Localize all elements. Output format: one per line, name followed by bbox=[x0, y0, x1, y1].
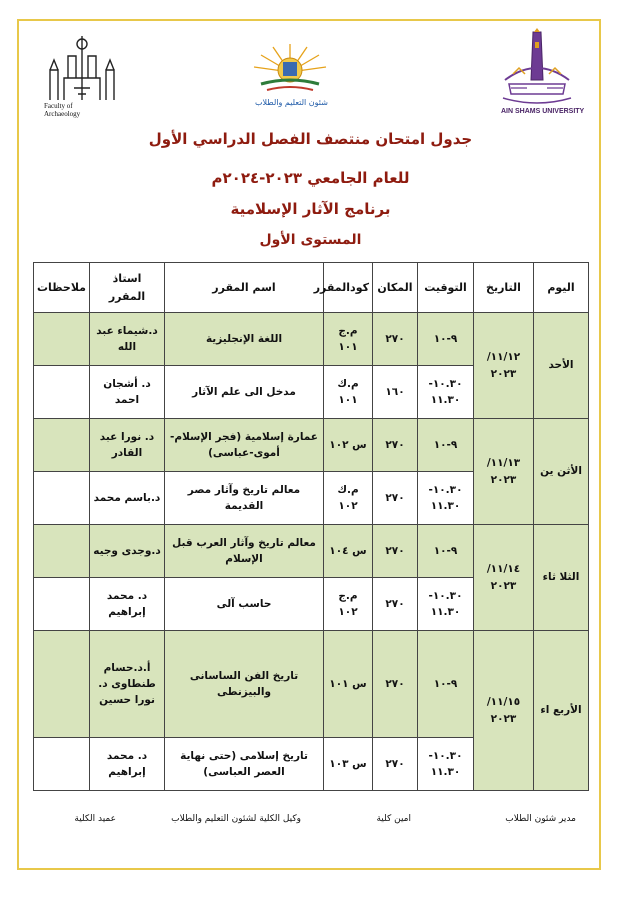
notes-cell bbox=[34, 525, 90, 578]
header-instructor: استاذ المقرر bbox=[90, 263, 165, 313]
course-code-cell: س ١٠٢ bbox=[324, 419, 373, 472]
faculty-of-archaeology-logo bbox=[42, 30, 122, 120]
notes-cell bbox=[34, 578, 90, 631]
instructor-cell: د. أشجان احمد bbox=[90, 366, 165, 419]
course-name-cell: معالم تاريخ وآثار العرب قبل الإسلام bbox=[165, 525, 324, 578]
signature-dean: عميد الكلية bbox=[74, 814, 116, 824]
course-code-cell: س ١٠١ bbox=[324, 631, 373, 738]
course-code-cell: م.ج ١٠١ bbox=[324, 313, 373, 366]
time-cell: ٩-١٠ bbox=[418, 419, 474, 472]
instructor-cell: د. محمد إبراهيم bbox=[90, 738, 165, 791]
time-cell: ١٠.٣٠- ١١.٣٠ bbox=[418, 738, 474, 791]
logo-caption-faculty: Faculty of bbox=[44, 102, 73, 110]
notes-cell bbox=[34, 472, 90, 525]
time-cell: ١٠.٣٠- ١١.٣٠ bbox=[418, 472, 474, 525]
table-header-row bbox=[34, 263, 589, 313]
course-name-cell: تاريخ الفن الساسانى والبيزنطى bbox=[165, 631, 324, 738]
instructor-cell: د.شيماء عبد الله bbox=[90, 313, 165, 366]
date-cell: ١١/١٢/ ٢٠٢٣ bbox=[474, 313, 534, 419]
day-cell: الأربع اء bbox=[534, 631, 589, 791]
course-code-cell: س ١٠٤ bbox=[324, 525, 373, 578]
course-code-cell: س ١٠٣ bbox=[324, 738, 373, 791]
date-cell: ١١/١٥/ ٢٠٢٣ bbox=[474, 631, 534, 791]
notes-cell bbox=[34, 419, 90, 472]
ain-shams-university-logo bbox=[497, 28, 585, 120]
place-cell: ٢٧٠ bbox=[373, 313, 418, 366]
time-cell: ٩-١٠ bbox=[418, 313, 474, 366]
course-name-cell: حاسب آلى bbox=[165, 578, 324, 631]
date-cell: ١١/١٣/ ٢٠٢٣ bbox=[474, 419, 534, 525]
instructor-cell: د. نورا عبد القادر bbox=[90, 419, 165, 472]
place-cell: ٢٧٠ bbox=[373, 525, 418, 578]
place-cell: ٢٧٠ bbox=[373, 419, 418, 472]
table-row bbox=[34, 631, 589, 738]
time-cell: ١٠.٣٠- ١١.٣٠ bbox=[418, 578, 474, 631]
place-cell: ٢٧٠ bbox=[373, 738, 418, 791]
time-cell: ١٠.٣٠- ١١.٣٠ bbox=[418, 366, 474, 419]
place-cell: ٢٧٠ bbox=[373, 472, 418, 525]
day-cell: الأثن ين bbox=[534, 419, 589, 525]
header-course-name: اسم المقرر bbox=[165, 263, 324, 313]
notes-cell bbox=[34, 631, 90, 738]
instructor-cell: أ.د.حسام طنطاوى د. نورا حسين bbox=[90, 631, 165, 738]
course-code-cell: م.ج ١٠٢ bbox=[324, 578, 373, 631]
time-cell: ٩-١٠ bbox=[418, 525, 474, 578]
header-time: التوقيت bbox=[418, 263, 474, 313]
course-name-cell: تاريخ إسلامى (حتى نهاية العصر العباسى) bbox=[165, 738, 324, 791]
table-row bbox=[34, 525, 589, 578]
instructor-cell: د. محمد إبراهيم bbox=[90, 578, 165, 631]
notes-cell bbox=[34, 313, 90, 366]
level-name: المستوى الأول bbox=[259, 232, 362, 248]
date-cell: ١١/١٤/ ٢٠٢٣ bbox=[474, 525, 534, 631]
signature-faculty-secretary: امين كلية bbox=[376, 814, 411, 824]
course-name-cell: معالم تاريخ وآثار مصر القديمة bbox=[165, 472, 324, 525]
header-day: اليوم bbox=[534, 263, 589, 313]
notes-cell bbox=[34, 738, 90, 791]
table-row bbox=[34, 313, 589, 366]
logo-caption-archaeology: Archaeology bbox=[44, 110, 81, 118]
table-row bbox=[34, 419, 589, 472]
header-notes: ملاحظات bbox=[34, 263, 90, 313]
day-cell: الثلا ثاء bbox=[534, 525, 589, 631]
logo-caption-ain-shams: AIN SHAMS UNIVERSITY bbox=[501, 108, 585, 115]
student-affairs-logo bbox=[243, 40, 338, 110]
course-code-cell: م.ك ١٠٢ bbox=[324, 472, 373, 525]
day-cell: الأحد bbox=[534, 313, 589, 419]
exam-schedule-table bbox=[33, 262, 589, 791]
notes-cell bbox=[34, 366, 90, 419]
signature-vice-dean: وكيل الكلية لشئون التعليم والطلاب bbox=[171, 814, 301, 824]
place-cell: ٢٧٠ bbox=[373, 578, 418, 631]
course-code-cell: م.ك ١٠١ bbox=[324, 366, 373, 419]
exam-title: جدول امتحان منتصف الفصل الدراسي الأول bbox=[148, 130, 473, 148]
academic-year: للعام الجامعي ٢٠٢٣-٢٠٢٤م bbox=[211, 169, 410, 187]
course-name-cell: مدخل الى علم الآثار bbox=[165, 366, 324, 419]
instructor-cell: د.وجدى وجيه bbox=[90, 525, 165, 578]
header-date: التاريخ bbox=[474, 263, 534, 313]
program-name: برنامج الآثار الإسلامية bbox=[230, 200, 391, 218]
signature-student-affairs-director: مدير شئون الطلاب bbox=[505, 814, 576, 824]
place-cell: ٢٧٠ bbox=[373, 631, 418, 738]
header-course-code: كودالمقرر bbox=[324, 263, 373, 313]
logo-caption-student-affairs: شئون التعليم والطلاب bbox=[255, 98, 328, 107]
header-place: المكان bbox=[373, 263, 418, 313]
course-name-cell: عمارة إسلامية (فجر الإسلام-أموى-عباسى) bbox=[165, 419, 324, 472]
place-cell: ١٦٠ bbox=[373, 366, 418, 419]
time-cell: ٩-١٠ bbox=[418, 631, 474, 738]
instructor-cell: د.باسم محمد bbox=[90, 472, 165, 525]
course-name-cell: اللغة الإنجليزية bbox=[165, 313, 324, 366]
